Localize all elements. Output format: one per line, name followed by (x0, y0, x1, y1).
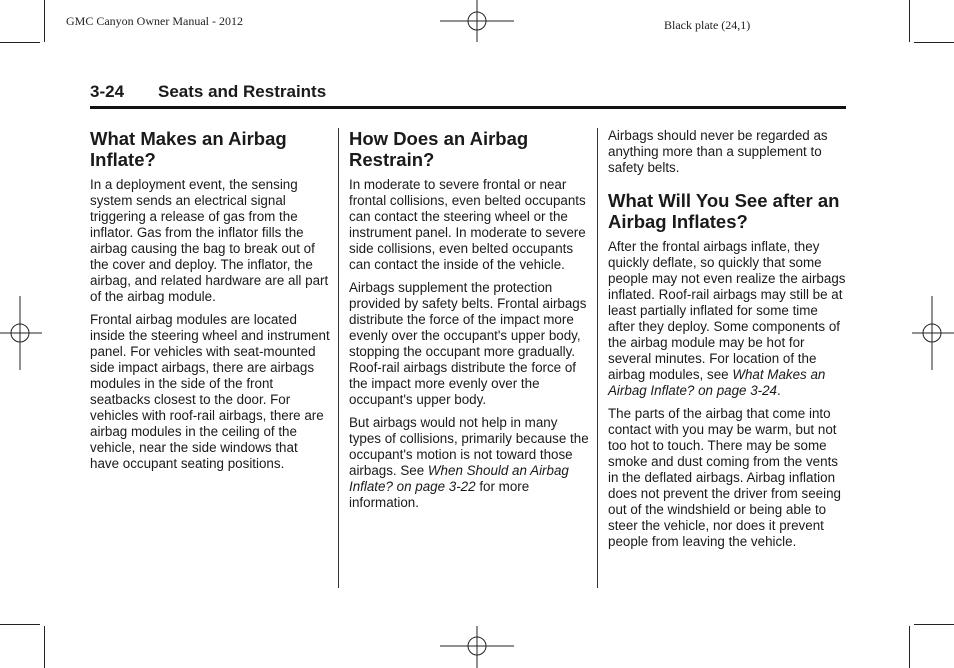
column-2 (349, 128, 589, 518)
crop-mark-br-h (914, 624, 954, 625)
crop-mark-bl-v (44, 626, 45, 668)
column-divider-1 (338, 128, 339, 588)
crop-mark-tl-v (44, 0, 45, 42)
registration-mark-top (440, 0, 514, 42)
column-1 (90, 128, 330, 479)
registration-mark-right (912, 296, 954, 370)
paragraph-text: for more information. (349, 479, 530, 510)
print-slug-left: GMC Canyon Owner Manual - 2012 (66, 14, 243, 28)
paragraph-text: But airbags would not help in many types of collisions, primarily because the occupant's motion is not toward those airbags. See (349, 415, 589, 478)
column-3 (608, 128, 848, 557)
heading-what-makes-airbag-inflate: What Makes an Airbag Inflate? (90, 128, 287, 170)
crop-mark-tr-v (909, 0, 910, 42)
page-number: 3-24 (90, 82, 125, 101)
crop-mark-tl-h (0, 42, 40, 43)
crop-mark-tr-h (914, 42, 954, 43)
paragraph-text: . (777, 383, 781, 398)
paragraph: Airbags supplement the protection provided by safety belts. Frontal airbags distribute the force of the impact more evenly over the occupant's upper body, stopping the occupant more gradually. Roof-rail airbags distribute the force of the impact more evenly over the occupant's upper body. (349, 280, 587, 407)
paragraph: Frontal airbag modules are located inside the steering wheel and instrument panel. For vehicles with seat-mounted side impact airbags, there are airbags modules in the side of the front seatbacks closest to the door. For vehicles with roof-rail airbags, there are airbag modules in the ceiling of the vehicle, near the side windows that have occupant seating positions. (90, 312, 330, 471)
registration-mark-bottom (440, 626, 514, 668)
paragraph-text: After the frontal airbags inflate, they quickly deflate, so quickly that some people may not even realize the airbags inflated. Roof-rail airbags may still be at least partially inflated for some time after they deploy. Some components of the airbag module may be hot for several minutes. For location of the airbag modules, see (608, 239, 846, 382)
crop-mark-br-v (909, 626, 910, 668)
heading-what-will-you-see: What Will You See after an Airbag Inflates? (608, 190, 840, 232)
print-slug-right: Black plate (24,1) (664, 18, 751, 32)
paragraph (608, 239, 848, 399)
cross-reference-link[interactable]: What Makes an Airbag Inflate? on page 3-24 (608, 367, 826, 398)
paragraph: In a deployment event, the sensing system sends an electrical signal triggering a release of gas from the inflator. Gas from the inflator fills the airbag causing the bag to break out of the cover and deploy. The inflator, the airbag, and related hardware are all part of the airbag module. (90, 177, 329, 304)
paragraph: In moderate to severe frontal or near frontal collisions, even belted occupants can contact the steering wheel or the instrument panel. In moderate to severe side collisions, even belted occupants can contact the inside of the vehicle. (349, 177, 586, 272)
cross-reference-link[interactable]: When Should an Airbag Inflate? on page 3-22 (349, 463, 569, 494)
paragraph: Airbags should never be regarded as anything more than a supplement to safety belts. (608, 128, 828, 175)
section-title: Seats and Restraints (158, 82, 327, 101)
running-header (90, 80, 846, 109)
paragraph (349, 415, 589, 511)
paragraph: The parts of the airbag that come into contact with you may be warm, but not too hot to touch. There may be some smoke and dust coming from the vents in the deflated airbags. Airbag inflation does not prevent the driver from seeing out of the windshield or being able to steer the vehicle, nor does it prevent people from leaving the vehicle. (608, 406, 841, 549)
crop-mark-bl-h (0, 624, 40, 625)
heading-how-does-airbag-restrain: How Does an Airbag Restrain? (349, 128, 529, 170)
registration-mark-left (0, 296, 42, 370)
column-divider-2 (597, 128, 598, 588)
